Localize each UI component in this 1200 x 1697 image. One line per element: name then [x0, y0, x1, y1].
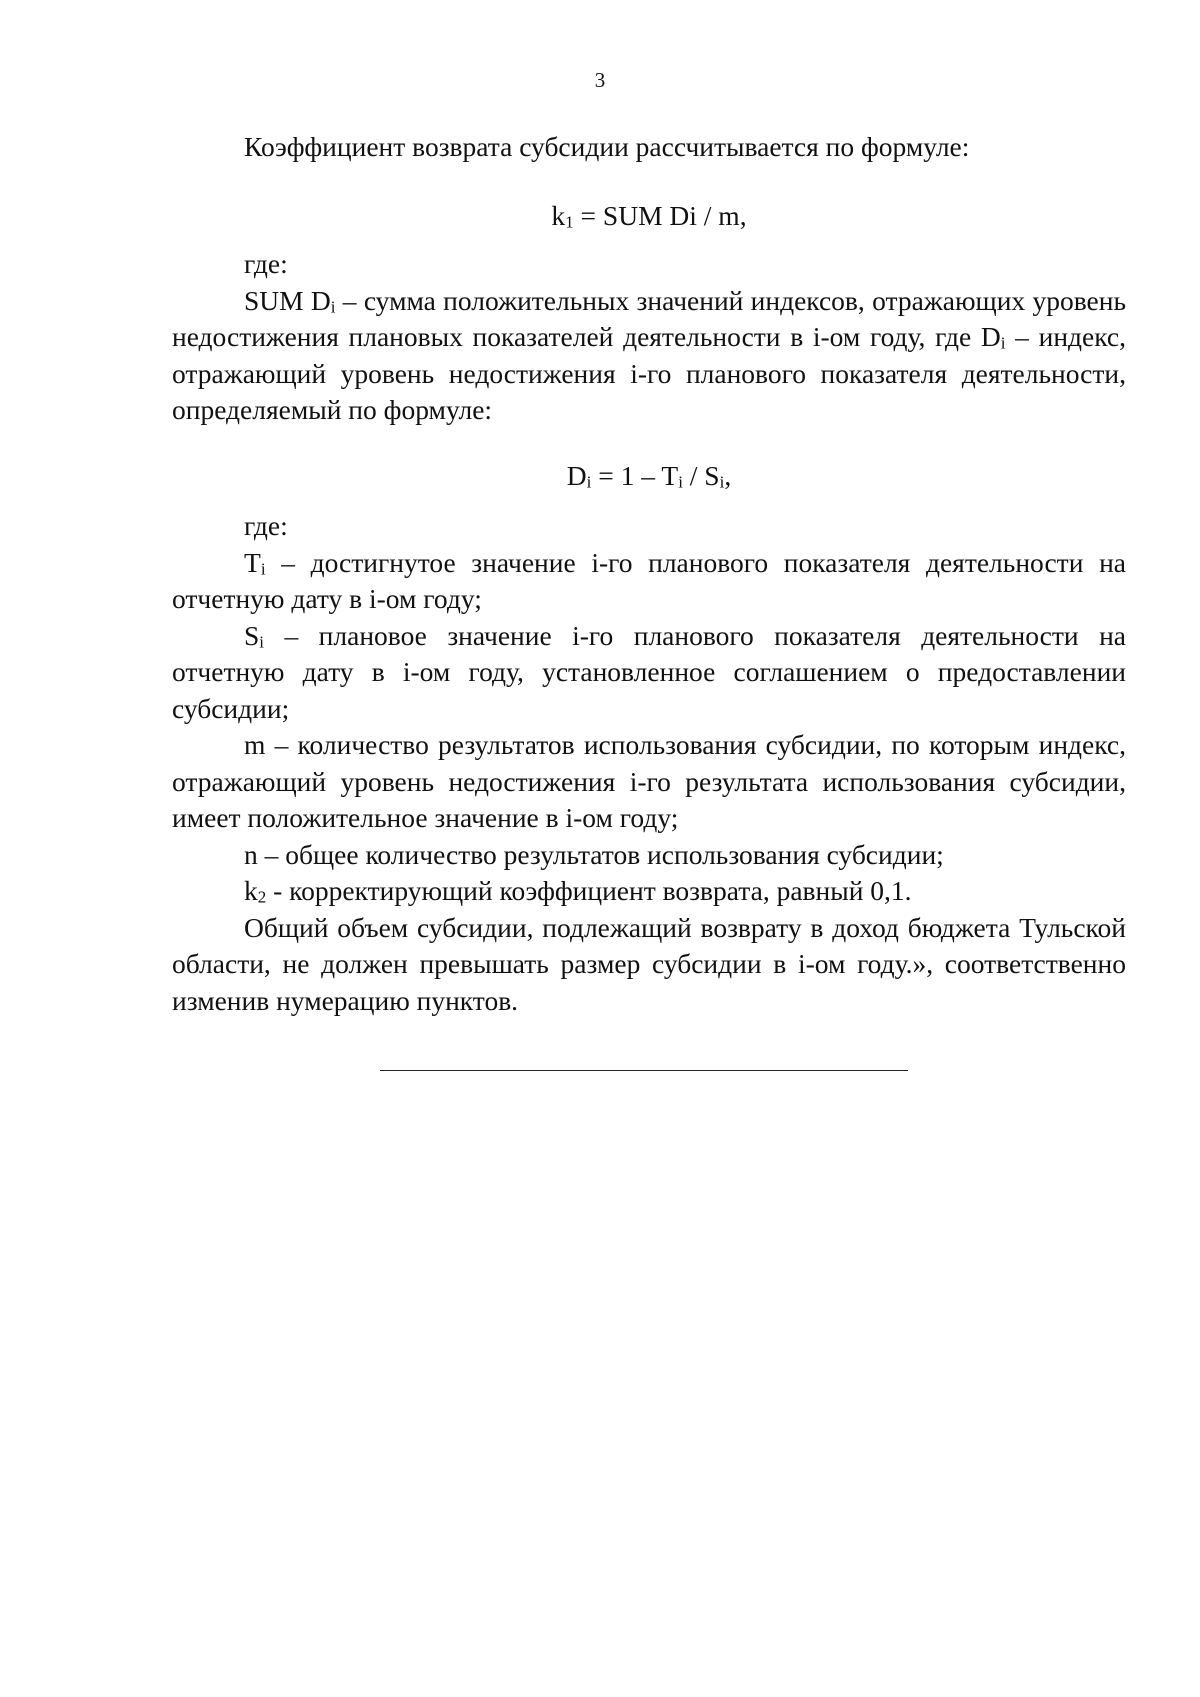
k2-symbol-subscript: 2	[257, 887, 267, 907]
formula-di-s-subscript: i	[719, 472, 725, 492]
di-definition-text: – индекс, отражающий уровень недостижения i-го планового показателя деятельности, определяемый по формуле:	[172, 321, 1126, 425]
where-label-1: где:	[244, 248, 288, 279]
formula-di	[172, 458, 1126, 495]
formula-k1-rhs: = SUM Di / m,	[573, 199, 747, 231]
k2-definition-paragraph	[172, 873, 1126, 910]
sum-definition-paragraph	[172, 283, 1126, 429]
formula-di-end: ,	[724, 459, 732, 491]
final-paragraph: Общий объем субсидии, подлежащий возврату в доход бюджета Тульской области, не должен превышать размер субсидии в i-ом году.», соответственно изменив нумерацию пунктов.	[172, 911, 1126, 1016]
s-symbol: S	[244, 619, 260, 651]
formula-k1	[172, 198, 1126, 235]
k2-definition-text: - корректирующий коэффициент возврата, равный 0,1.	[266, 875, 912, 906]
document-body	[172, 129, 1126, 1019]
t-symbol-subscript: i	[260, 559, 266, 579]
k2-symbol: k	[244, 875, 258, 906]
formula-di-lhs: D	[566, 459, 587, 491]
formula-k1-lhs-subscript: 1	[565, 212, 574, 232]
s-definition-text: – плановое значение i-го планового показателя деятельности на отчетную дату в i-ом году, установленное соглашением о предоставлении субсидии;	[172, 619, 1126, 724]
t-symbol: T	[244, 546, 261, 578]
intro-paragraph: Коэффициент возврата субсидии рассчитывается по формуле:	[244, 131, 970, 162]
formula-k1-lhs: k	[551, 199, 566, 231]
where-label-2: где:	[244, 510, 288, 541]
formula-di-part-2: / S	[682, 459, 720, 491]
formula-di-t-subscript: i	[678, 472, 683, 492]
sum-definition-text: – сумма положительных значений индексов, отражающих уровень недостижения плановых показателей деятельности в i-ом году, где D	[172, 284, 1127, 352]
sum-symbol-subscript: i	[330, 297, 336, 317]
t-definition-paragraph	[172, 545, 1126, 618]
n-definition-paragraph: n – общее количество результатов использования субсидии;	[244, 838, 944, 870]
s-symbol-subscript: i	[259, 632, 265, 652]
closing-divider-line	[380, 1070, 908, 1071]
sum-symbol: SUM D	[244, 284, 331, 316]
m-definition-paragraph: m – количество результатов использования субсидии, по которым индекс, отражающий уровень недостижения i-го результата использования субсидии, имеет положительное значение в i-ом году;	[172, 729, 1126, 833]
t-definition-text: – достигнутое значение i-го планового показателя деятельности на отчетную дату в i-ом году;	[172, 546, 1126, 614]
page-number: 3	[594, 68, 606, 92]
formula-di-lhs-subscript: i	[586, 472, 592, 492]
s-definition-paragraph	[172, 618, 1126, 728]
formula-di-part-1: = 1 – T	[591, 459, 679, 491]
di-subscript: i	[1000, 333, 1006, 353]
